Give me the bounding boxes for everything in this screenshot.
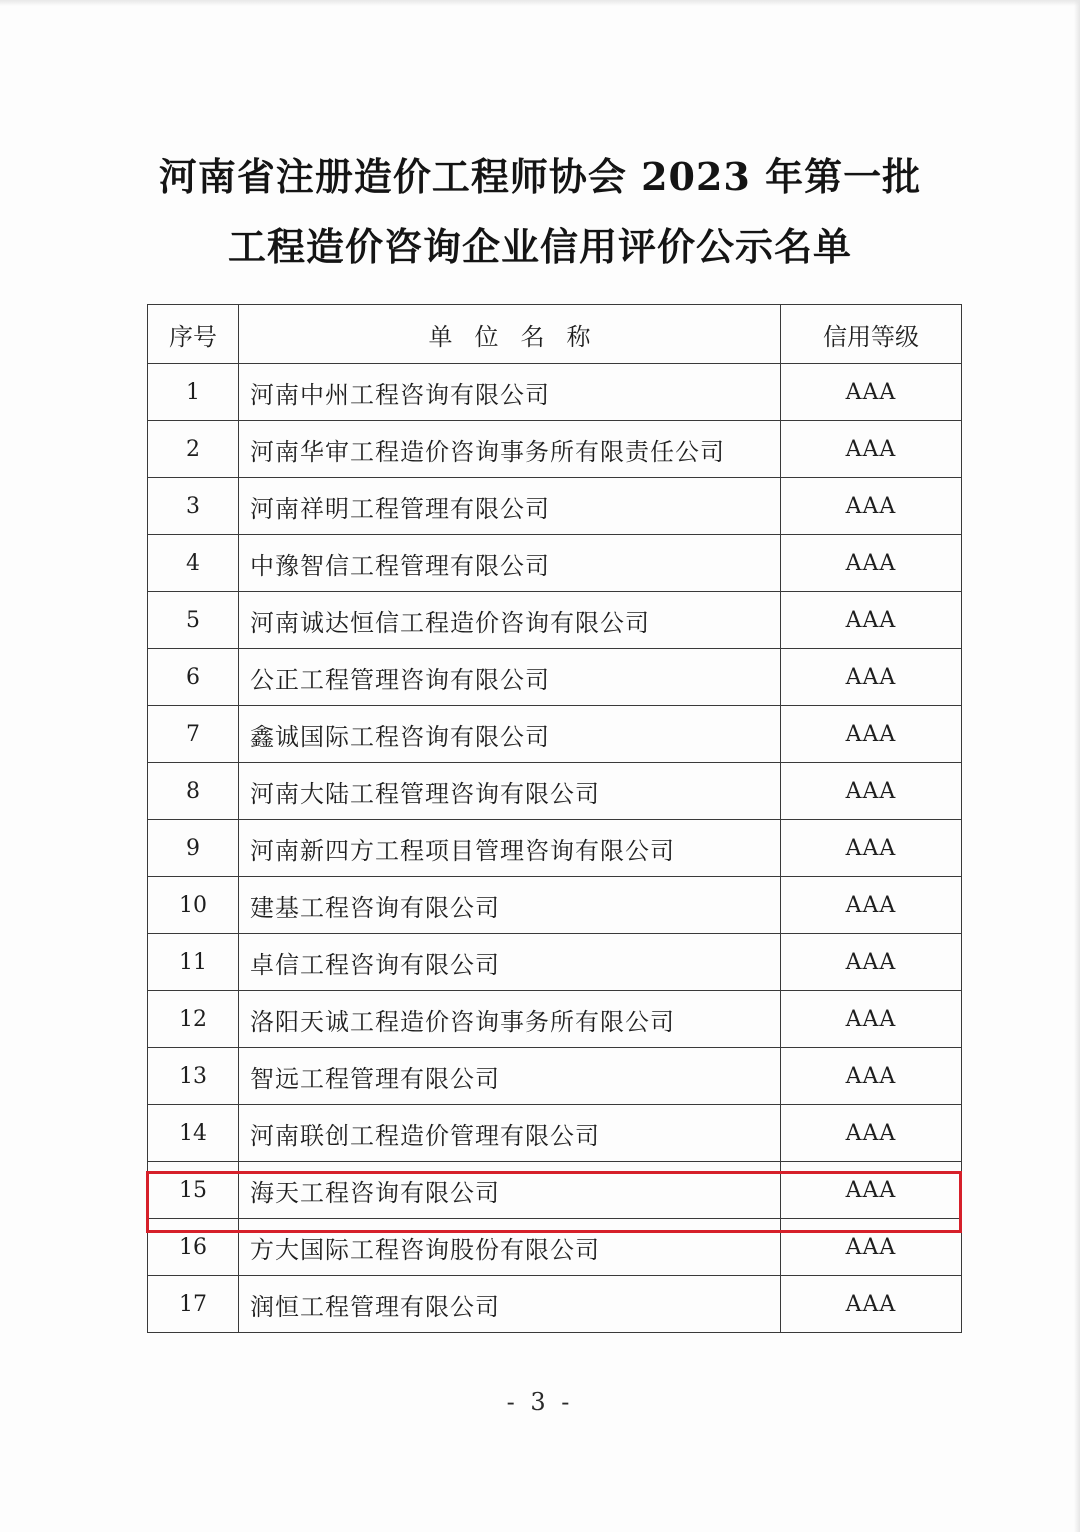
company-name: 河南诚达恒信工程造价咨询有限公司 — [239, 592, 781, 649]
company-name: 方大国际工程咨询股份有限公司 — [239, 1219, 781, 1276]
company-name: 河南华审工程造价咨询事务所有限责任公司 — [239, 421, 781, 478]
table-row — [148, 535, 962, 592]
company-name: 鑫诚国际工程咨询有限公司 — [239, 706, 781, 763]
row-number: 10 — [148, 877, 239, 934]
company-name: 河南中州工程咨询有限公司 — [239, 364, 781, 421]
table-row — [148, 1048, 962, 1105]
row-number: 11 — [148, 934, 239, 991]
table-row — [148, 1219, 962, 1276]
credit-grade: AAA — [781, 364, 962, 421]
page-number: - 3 - — [506, 1388, 574, 1416]
credit-grade: AAA — [781, 1048, 962, 1105]
table-row — [148, 934, 962, 991]
credit-grade: AAA — [781, 1276, 962, 1333]
row-number: 3 — [148, 478, 239, 535]
credit-grade: AAA — [781, 592, 962, 649]
credit-grade: AAA — [781, 1105, 962, 1162]
scan-edge-top — [0, 0, 1080, 6]
credit-grade: AAA — [781, 421, 962, 478]
table-row — [148, 1276, 962, 1333]
table-row — [148, 1105, 962, 1162]
table-row — [148, 364, 962, 421]
row-number: 12 — [148, 991, 239, 1048]
table-row — [148, 421, 962, 478]
credit-grade: AAA — [781, 991, 962, 1048]
company-name: 河南大陆工程管理咨询有限公司 — [239, 763, 781, 820]
row-number: 15 — [148, 1162, 239, 1219]
row-number: 5 — [148, 592, 239, 649]
table-row — [148, 991, 962, 1048]
row-number: 17 — [148, 1276, 239, 1333]
row-number: 6 — [148, 649, 239, 706]
row-number: 2 — [148, 421, 239, 478]
company-name: 卓信工程咨询有限公司 — [239, 934, 781, 991]
company-name: 智远工程管理有限公司 — [239, 1048, 781, 1105]
credit-rating-table — [147, 304, 962, 1333]
credit-grade: AAA — [781, 478, 962, 535]
table-row — [148, 763, 962, 820]
company-name: 公正工程管理咨询有限公司 — [239, 649, 781, 706]
company-name: 河南联创工程造价管理有限公司 — [239, 1105, 781, 1162]
header-number: 序号 — [148, 305, 239, 364]
table-row — [148, 820, 962, 877]
document-title-line-1: 河南省注册造价工程师协会 2023 年第一批 — [158, 154, 922, 199]
company-name: 润恒工程管理有限公司 — [239, 1276, 781, 1333]
company-name: 河南新四方工程项目管理咨询有限公司 — [239, 820, 781, 877]
table-row — [148, 649, 962, 706]
table-header-row — [148, 305, 962, 364]
row-number: 16 — [148, 1219, 239, 1276]
credit-grade: AAA — [781, 706, 962, 763]
credit-grade: AAA — [781, 1162, 962, 1219]
credit-grade: AAA — [781, 820, 962, 877]
company-name: 建基工程咨询有限公司 — [239, 877, 781, 934]
table-row — [148, 478, 962, 535]
header-company-name: 单位名称 — [239, 305, 781, 364]
credit-grade: AAA — [781, 763, 962, 820]
table-row — [148, 706, 962, 763]
credit-grade: AAA — [781, 649, 962, 706]
company-name: 海天工程咨询有限公司 — [239, 1162, 781, 1219]
credit-grade: AAA — [781, 877, 962, 934]
row-number: 4 — [148, 535, 239, 592]
row-number: 8 — [148, 763, 239, 820]
credit-grade: AAA — [781, 934, 962, 991]
company-name: 河南祥明工程管理有限公司 — [239, 478, 781, 535]
row-number: 13 — [148, 1048, 239, 1105]
row-number: 7 — [148, 706, 239, 763]
credit-grade: AAA — [781, 1219, 962, 1276]
row-number: 14 — [148, 1105, 239, 1162]
table-row — [148, 592, 962, 649]
credit-grade: AAA — [781, 535, 962, 592]
document-title-line-2: 工程造价咨询企业信用评价公示名单 — [227, 224, 852, 269]
header-credit-grade: 信用等级 — [781, 305, 962, 364]
row-number: 1 — [148, 364, 239, 421]
company-name: 洛阳天诚工程造价咨询事务所有限公司 — [239, 991, 781, 1048]
table-row-highlighted — [148, 1162, 962, 1219]
company-name: 中豫智信工程管理有限公司 — [239, 535, 781, 592]
row-number: 9 — [148, 820, 239, 877]
table-row — [148, 877, 962, 934]
